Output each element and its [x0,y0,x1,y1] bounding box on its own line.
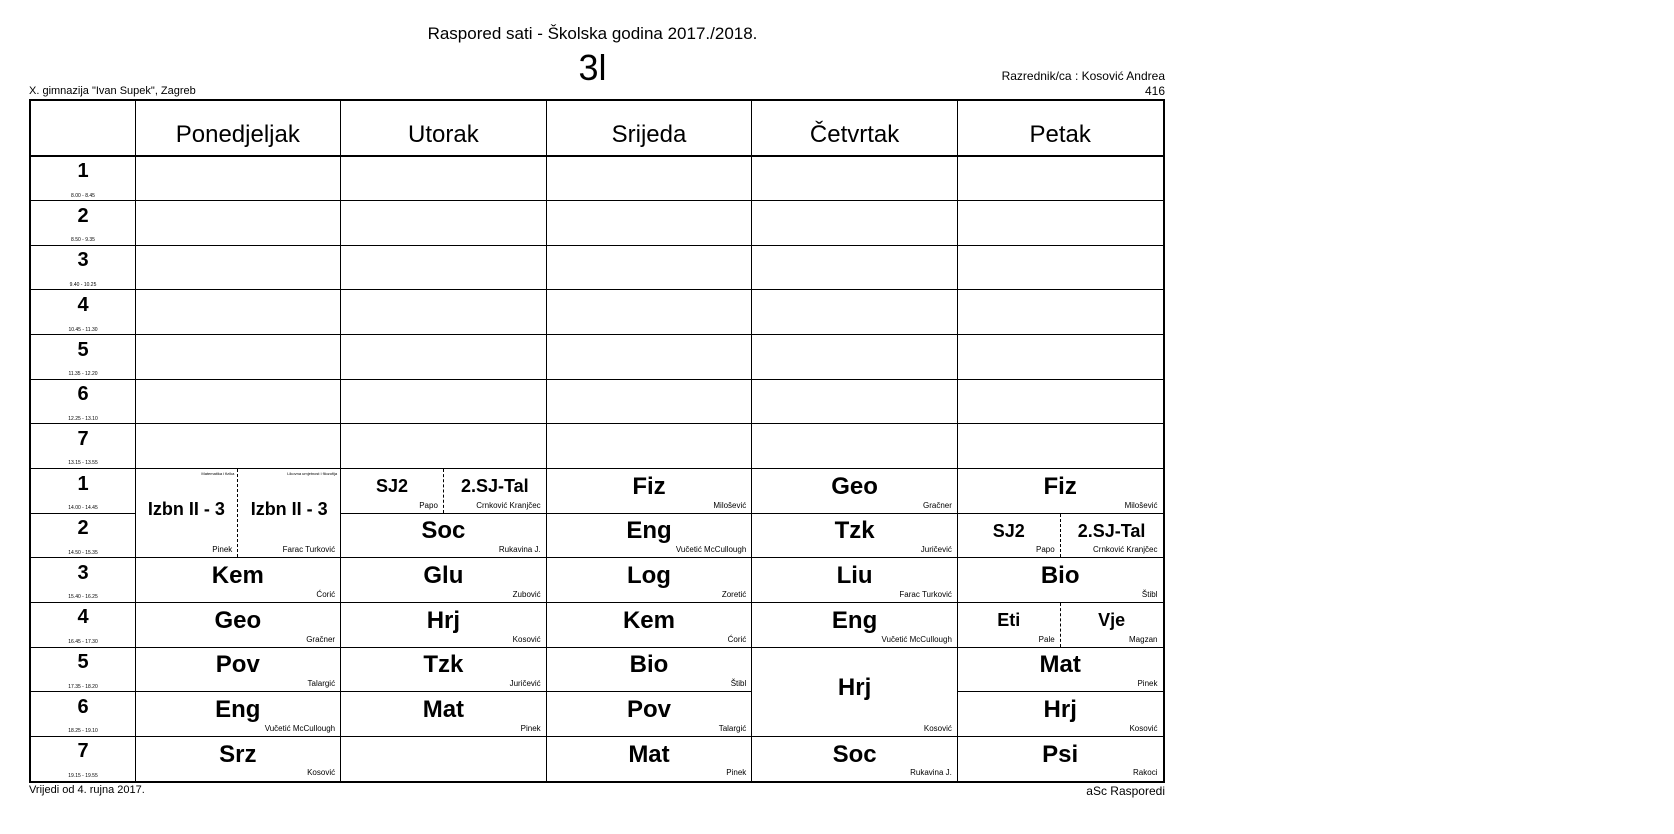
period-time: 14.00 - 14.45 [68,505,98,512]
lesson-cell[interactable] [752,514,957,558]
period-label [31,245,135,290]
lesson-teacher: Talargić [718,723,747,733]
lesson-cell[interactable] [1061,514,1163,558]
lesson-cell[interactable] [752,648,957,736]
software-credit: aSc Rasporedi [1086,784,1165,798]
lesson-teacher: Pinek [520,723,541,733]
lesson-cell[interactable] [1061,603,1163,647]
lesson-group-note: Likovna umjetnost i filozofija [287,471,338,476]
lesson-cell[interactable] [752,469,957,513]
lesson-teacher: Gračner [922,500,952,510]
lesson-cell[interactable] [136,558,341,602]
period-time: 19.15 - 19.55 [68,772,98,779]
period-label [31,647,135,692]
lesson-cell[interactable] [958,603,1061,647]
lesson-cell[interactable] [341,558,546,602]
grid-row-line [31,289,1163,290]
lesson-subject: Vje [1098,610,1126,631]
lesson-teacher: Kosović [1129,723,1158,733]
day-header: Srijeda [611,120,687,148]
lesson-cell[interactable] [238,469,340,557]
lesson-teacher: Pale [1038,634,1055,644]
period-time: 14.50 - 15.35 [68,549,98,556]
lesson-subject: Eti [997,610,1021,631]
lesson-cell[interactable] [136,603,341,647]
period-number: 6 [77,383,89,406]
period-label [31,424,135,469]
lesson-cell[interactable] [958,514,1061,558]
lesson-subject: Kem [211,562,264,590]
period-label [31,201,135,246]
lesson-cell[interactable] [341,469,444,513]
lesson-teacher: Pinek [212,545,233,555]
valid-from: Vrijedi od 4. rujna 2017. [29,784,145,796]
lesson-teacher: Milošević [1124,500,1158,510]
grid-row-line [31,245,1163,246]
room-number: 416 [1144,84,1165,98]
lesson-subject: Hrj [426,606,461,634]
lesson-subject: 2.SJ-Tal [460,476,529,497]
grid-row-line [31,423,1163,424]
lesson-teacher: Juričević [920,545,952,555]
grid-row-line [31,200,1163,201]
period-time: 12.25 - 13.10 [68,415,98,422]
lesson-subject: Fiz [1043,472,1077,500]
lesson-cell[interactable] [547,692,752,736]
lesson-subject: Bio [629,651,669,679]
period-number: 5 [77,338,89,361]
lesson-cell[interactable] [341,648,546,692]
period-label [31,469,135,514]
period-label [31,379,135,424]
lesson-teacher: Zubović [512,589,541,599]
period-number: 4 [77,606,89,629]
lesson-subject: Liu [836,562,873,590]
lesson-subject: SJ2 [375,476,408,497]
lesson-teacher: Vučetić McCullough [264,723,336,733]
lesson-subject: Eng [215,696,261,724]
lesson-teacher: Štibl [1141,589,1158,599]
lesson-cell[interactable] [958,737,1163,781]
lesson-teacher: Zoretić [721,589,747,599]
lesson-cell[interactable] [958,648,1163,692]
lesson-teacher: Milošević [713,500,747,510]
lesson-subject: Kem [622,606,675,634]
lesson-teacher: Crnković Kranjčec [476,500,541,510]
lesson-teacher: Papo [1036,545,1055,555]
lesson-cell[interactable] [444,469,546,513]
lesson-teacher: Ćorić [316,589,336,599]
lesson-cell[interactable] [958,469,1163,513]
lesson-subject: Geo [831,472,878,500]
lesson-teacher: Vučetić McCullough [675,545,747,555]
period-time: 8.50 - 9.35 [71,237,95,244]
grid-row-line [31,379,1163,380]
lesson-cell[interactable] [752,558,957,602]
period-label [31,335,135,380]
lesson-teacher: Papo [419,500,438,510]
period-number: 4 [77,293,89,316]
lesson-teacher: Crnković Kranjčec [1093,545,1158,555]
period-time: 8.00 - 8.45 [71,192,95,199]
lesson-subject: Eng [626,517,672,545]
period-time: 13.15 - 13.55 [68,460,98,467]
lesson-subject: 2.SJ-Tal [1077,520,1146,541]
lesson-cell[interactable] [547,514,752,558]
day-header: Utorak [408,120,479,148]
period-number: 7 [77,740,89,763]
lesson-teacher: Štibl [730,679,747,689]
lesson-cell[interactable] [958,558,1163,602]
period-number: 1 [77,472,89,495]
lesson-teacher: Juričević [509,679,541,689]
lesson-teacher: Gračner [306,634,336,644]
lesson-cell[interactable] [547,558,752,602]
period-number: 3 [77,561,89,584]
period-number: 5 [77,651,89,674]
lesson-subject: Bio [1040,562,1080,590]
lesson-teacher: Ćorić [727,634,747,644]
period-number: 7 [77,427,89,450]
period-number: 6 [77,695,89,718]
lesson-subject: Hrj [837,673,872,701]
period-number: 2 [77,204,89,227]
lesson-subject: Psi [1042,740,1079,768]
lesson-cell[interactable] [752,603,957,647]
lesson-subject: Glu [423,562,464,590]
lesson-subject: Mat [628,740,670,768]
class-name: 3l [578,47,607,88]
lesson-subject: Izbn II - 3 [250,498,328,519]
period-label [31,156,135,201]
period-time: 17.35 - 18.20 [68,683,98,690]
lesson-subject: Log [626,562,671,590]
lesson-subject: Soc [421,517,466,545]
lesson-subject: Soc [832,740,877,768]
period-label [31,558,135,603]
lesson-cell[interactable] [136,469,239,557]
timetable-grid [29,99,1165,783]
lesson-teacher: Pinek [726,768,747,778]
grid-row-line [31,334,1163,335]
lesson-subject: Tzk [423,651,464,679]
lesson-cell[interactable] [547,737,752,781]
lesson-cell[interactable] [547,469,752,513]
lesson-cell[interactable] [547,603,752,647]
period-label [31,602,135,647]
lesson-subject: Mat [1039,651,1081,679]
day-header: Četvrtak [809,120,900,148]
lesson-subject: Srz [219,740,257,768]
lesson-cell[interactable] [136,737,341,781]
lesson-subject: Izbn II - 3 [147,498,225,519]
period-time: 15.40 - 16.25 [68,594,98,601]
period-time: 11.35 - 12.20 [68,371,98,378]
period-number: 2 [77,517,89,540]
period-label [31,290,135,335]
lesson-subject: Tzk [834,517,875,545]
lesson-cell[interactable] [341,514,546,558]
lesson-teacher: Rakoci [1133,768,1158,778]
lesson-teacher: Kosović [923,723,952,733]
lesson-subject: Pov [215,651,260,679]
lesson-teacher: Rukavina J. [498,545,541,555]
lesson-teacher: Kosović [307,768,336,778]
lesson-cell[interactable] [341,603,546,647]
class-teacher: Razrednik/ca : Kosović Andrea [1001,69,1165,83]
lesson-subject: Mat [422,696,465,724]
lesson-cell[interactable] [341,692,546,736]
period-number: 1 [77,160,89,182]
period-label [31,513,135,558]
period-label [31,736,135,781]
lesson-subject: SJ2 [992,520,1025,541]
lesson-teacher: Rukavina J. [910,768,952,778]
day-header: Ponedjeljak [175,120,300,148]
page-title: Raspored sati - Školska godina 2017./2018. [427,24,758,43]
day-header: Petak [1029,120,1091,148]
lesson-cell[interactable] [136,692,341,736]
lesson-teacher: Kosović [512,634,541,644]
lesson-subject: Hrj [1043,696,1077,724]
lesson-subject: Fiz [632,472,666,500]
lesson-cell[interactable] [547,648,752,692]
period-label [31,692,135,737]
lesson-teacher: Farac Turković [282,545,336,555]
lesson-subject: Geo [214,606,262,634]
period-time: 16.45 - 17.30 [68,639,98,646]
period-time: 10.45 - 11.30 [68,326,98,333]
lesson-subject: Eng [831,606,878,634]
school-name: X. gimnazija "Ivan Supek", Zagreb [29,85,196,97]
lesson-teacher: Pinek [1137,679,1158,689]
lesson-teacher: Vučetić McCullough [881,634,952,644]
lesson-cell[interactable] [958,692,1163,736]
lesson-cell[interactable] [136,648,341,692]
lesson-group-note: Matematika i fizika [201,471,235,476]
period-time: 18.25 - 19.10 [68,728,98,735]
lesson-cell[interactable] [752,737,957,781]
period-number: 3 [77,249,89,272]
lesson-subject: Pov [626,696,671,724]
lesson-teacher: Talargić [307,679,336,689]
period-time: 9.40 - 10.25 [69,281,97,288]
lesson-teacher: Farac Turković [899,589,952,599]
lesson-teacher: Magzan [1129,634,1158,644]
